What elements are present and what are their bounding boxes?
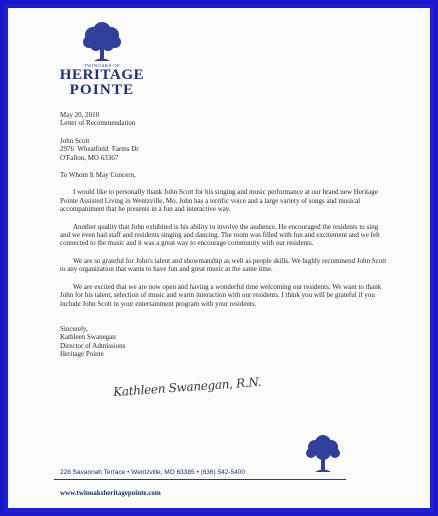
logo-heritage: HERITAGE [59,67,145,83]
blue-border-frame [4,4,434,512]
letter-page [8,8,430,508]
footer-website: www.twinoaksheritagepointe.com [60,489,161,497]
letter-date: May 20, 2010 [60,111,100,119]
footer-address: 228 Savannah Terrace • Wentzville, MO 63385 • (636) 542-5400 [60,469,245,476]
logo-tagline: TWINOAKS OF [83,63,121,68]
heritage-pointe-logo [52,20,152,98]
recipient-city: O'Fallon, MO 63367 [60,153,119,162]
oak-tree-icon [80,20,124,62]
letter-body [60,111,390,359]
paragraph-4: We are excited that we are now open and having a wonderful time welcoming our residents. We want to thank John for his talent, selection of music and warm interaction with our residents. I think you will be grateful if you include John Scott in your entertainment program with your residents. [60,282,382,308]
signer-org: Heritage Pointe [60,350,104,359]
signer-name: Kathleen Swanegan [60,333,116,342]
closing: Sincerely, [60,324,88,333]
salutation: To Whom It May Concern, [60,171,136,180]
recipient-street: 2976 Wheatfield Farms Dr [60,145,139,154]
footer-divider [54,479,346,480]
paragraph-3: We are so grateful for John's talent and showmanship as well as people skills. We highly recommend John Scott to any organization that wants to have fun and great music at the same time. [60,256,387,274]
paragraph-1: I would like to personally thank John Scott for his singing and music performance at our brand new Heritage Pointe Assisted Living in Wentzville, Mo. John has a terrific voice and a large variety of songs and musical accompaniment that he presents in a fun and interactive way. [60,188,378,214]
handwritten-signature: Kathleen Swanegan, R.N. [112,374,262,400]
logo-pointe: POINTE [69,82,135,98]
signer-title: Director of Admissions [60,341,126,350]
recipient-name: John Scott [60,136,90,145]
paragraph-2: Another quality that John exhibited is his ability to involve the audience. He encouraged the residents to sing and we even had staff and residents singing and dancing. The room was filled with fun and excitement and we felt connected to the music and it was a great way to encourage community with our residents. [60,222,380,248]
letter-subject: Letter of Recommendation [60,119,136,128]
oak-tree-icon [301,433,345,473]
